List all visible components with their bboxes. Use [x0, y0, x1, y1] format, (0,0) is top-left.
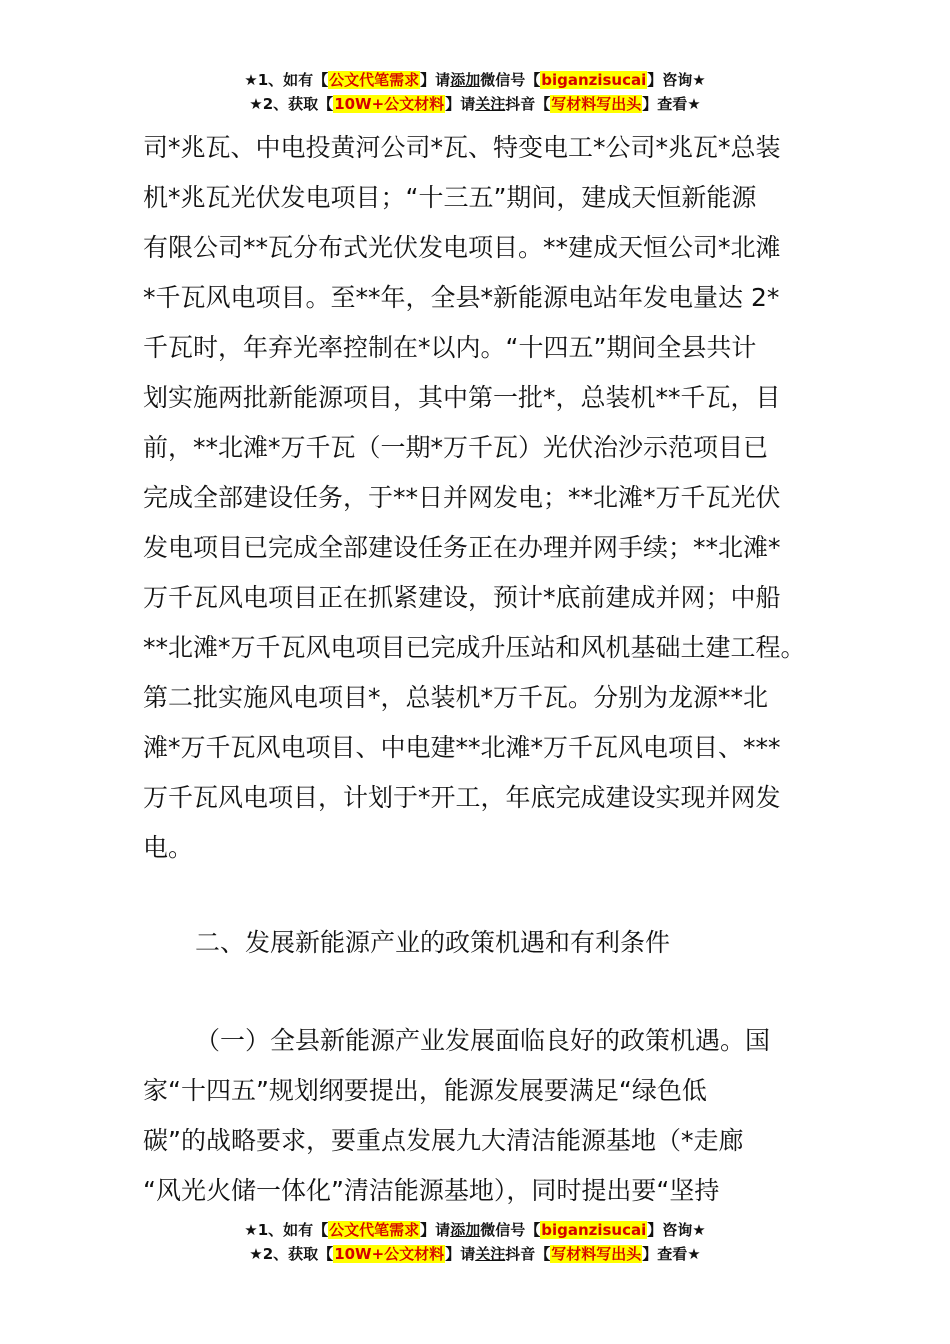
- text-line: 前，**北滩*万千瓦（一期*万千瓦）光伏治沙示范项目已: [143, 433, 769, 462]
- promo-line-2: ★2、获取【10W+公文材料】请关注抖音【写材料写出头】查看★: [249, 1245, 701, 1263]
- text-line: 万千瓦风电项目正在抓紧建设，预计*底前建成并网；中船: [143, 583, 781, 612]
- text-line: **北滩*万千瓦风电项目已完成升压站和风机基础土建工程。: [143, 633, 806, 662]
- text-line: 万千瓦风电项目，计划于*开工，年底完成建设实现并网发: [143, 783, 781, 812]
- body-paragraph: [143, 123, 833, 873]
- text-line: 有限公司**瓦分布式光伏发电项目。**建成天恒公司*北滩: [143, 233, 781, 262]
- highlight-wechat-id: biganzisucai: [541, 1221, 647, 1239]
- highlight-ghostwriting: 公文代笔需求: [329, 71, 420, 89]
- text-line: 第二批实施风电项目*，总装机*万千瓦。分别为龙源**北: [143, 683, 769, 712]
- highlight-douyin: 写材料写出头: [551, 95, 642, 113]
- promo-line-1: ★1、如有【公文代笔需求】请添加微信号【biganzisucai】咨询★: [244, 1221, 706, 1239]
- text-line: “风光火储一体化”清洁能源基地），同时提出要“坚持: [143, 1176, 720, 1205]
- highlight-douyin: 写材料写出头: [551, 1245, 642, 1263]
- text-line: 碳”的战略要求，要重点发展九大清洁能源基地（*走廊: [143, 1126, 744, 1155]
- highlight-wechat-id: biganzisucai: [541, 71, 647, 89]
- text-line: 机*兆瓦光伏发电项目；“十三五”期间，建成天恒新能源: [143, 183, 757, 212]
- promo-line-1: ★1、如有【公文代笔需求】请添加微信号【biganzisucai】咨询★: [244, 71, 706, 89]
- text-line: *千瓦风电项目。至**年，全县*新能源电站年发电量达 2*: [143, 283, 780, 312]
- text-line: 家“十四五”规划纲要提出，能源发展要满足“绿色低: [143, 1076, 707, 1105]
- promo-footer: [0, 1218, 950, 1266]
- text-line: 千瓦时，年弃光率控制在*以内。“十四五”期间全县共计: [143, 333, 757, 362]
- text-line: 划实施两批新能源项目，其中第一批*，总装机**千瓦，目: [143, 383, 781, 412]
- text-line: 滩*万千瓦风电项目、中电建**北滩*万千瓦风电项目、***: [143, 733, 781, 762]
- highlight-materials: 10W+公文材料: [334, 1245, 445, 1263]
- highlight-materials: 10W+公文材料: [334, 95, 445, 113]
- text-line: （一）全县新能源产业发展面临良好的政策机遇。国: [195, 1026, 771, 1055]
- section-paragraph: [143, 1016, 833, 1216]
- highlight-ghostwriting: 公文代笔需求: [329, 1221, 420, 1239]
- text-line: 电。: [143, 833, 194, 862]
- text-line: 司*兆瓦、中电投黄河公司*瓦、特变电工*公司*兆瓦*总装: [143, 133, 781, 162]
- text-line: 完成全部建设任务，于**日并网发电；**北滩*万千瓦光伏: [143, 483, 781, 512]
- promo-line-2: ★2、获取【10W+公文材料】请关注抖音【写材料写出头】查看★: [249, 95, 701, 113]
- section-heading: 二、发展新能源产业的政策机遇和有利条件: [195, 928, 671, 957]
- text-line: 发电项目已完成全部建设任务正在办理并网手续；**北滩*: [143, 533, 781, 562]
- promo-header: [0, 68, 950, 116]
